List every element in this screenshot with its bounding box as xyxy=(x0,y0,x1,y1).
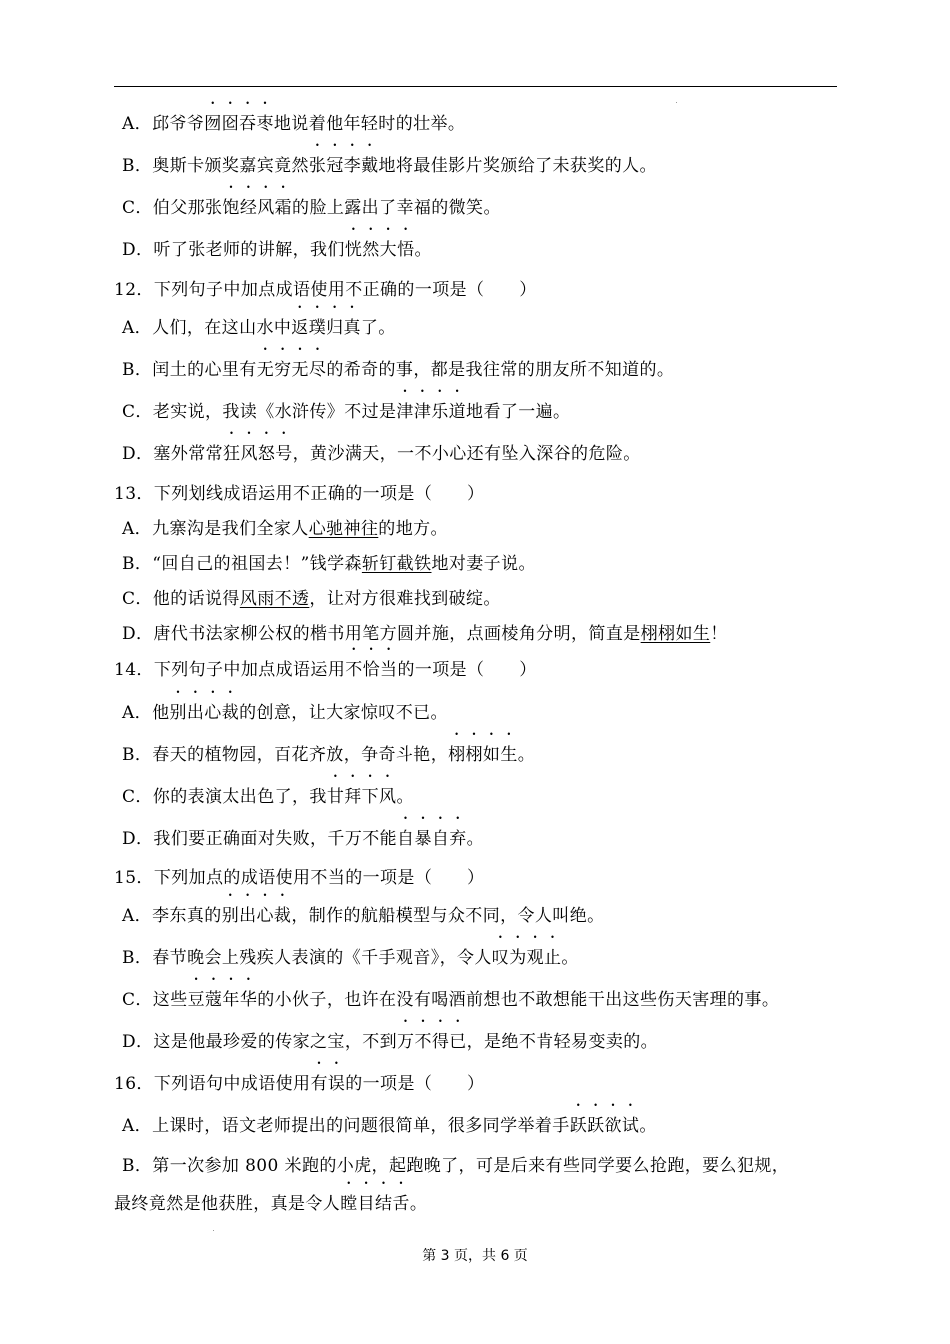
header-rule xyxy=(114,86,837,87)
scan-speck xyxy=(213,1230,214,1231)
dotted-idiom: 津津乐道 xyxy=(396,402,467,422)
q15-option-d: D．这是他最珍爱的传家之宝，不到万不得已，是绝不肯轻易变卖的。 xyxy=(122,1032,659,1052)
q16-stem: 16．下列语句中成语使用有误的一项是（ ） xyxy=(114,1074,485,1094)
dotted-idiom: 别出心裁 xyxy=(169,703,240,723)
dotted-idiom: 自暴自弃 xyxy=(397,829,467,849)
dotted-idiom: 恍然大悟 xyxy=(344,240,415,260)
dotted-word: 有误 xyxy=(310,1074,346,1094)
dotted-word: 不恰当 xyxy=(345,660,398,680)
q16-option-b-line1: B．第一次参加 800 米跑的小虎，起跑晚了，可是后来有些同学要么抢跑，要么犯规， xyxy=(122,1156,790,1176)
q14-stem: 14．下列句子中加点成语运用不恰当的一项是（ ） xyxy=(114,660,537,680)
q15-option-c: C．这些豆蔻年华的小伙子，也许在没有喝酒前想也不敢想能干出这些伤天害理的事。 xyxy=(122,990,780,1010)
scan-speck xyxy=(676,102,677,103)
q11-option-b: B．奥斯卡颁奖嘉宾竟然张冠李戴地将最佳影片奖颁给了未获奖的人。 xyxy=(122,156,657,176)
q12-stem: 12．下列句子中加点成语使用不正确的一项是（ ） xyxy=(114,280,537,300)
q11-option-a: A．邱爷爷囫囵吞枣地说着他年轻时的壮举。 xyxy=(122,114,466,134)
q14-option-c: C．你的表演太出色了，我甘拜下风。 xyxy=(122,787,414,807)
q11-option-d: D．听了张老师的讲解，我们恍然大悟。 xyxy=(122,240,432,260)
q16-option-a: A．上课时，语文老师提出的问题很简单，很多同学举着手跃跃欲试。 xyxy=(122,1116,657,1136)
q15-option-b: B．春节晚会上残疾人表演的《千手观音》，令人叹为观止。 xyxy=(122,948,579,968)
q16-option-b-line2: 最终竟然是他获胜，真是令人瞠目结舌。 xyxy=(114,1194,428,1214)
q12-option-a: A．人们，在这山水中返璞归真了。 xyxy=(122,318,396,338)
q14-option-b: B．春天的植物园，百花齐放，争奇斗艳，栩栩如生。 xyxy=(122,745,536,765)
dotted-idiom: 豆蔻年华 xyxy=(187,990,258,1010)
dotted-idiom: 甘拜下风 xyxy=(326,787,397,807)
dotted-idiom: 瞠目结舌 xyxy=(340,1194,410,1214)
dotted-idiom: 栩栩如生 xyxy=(448,745,518,765)
q14-option-d: D．我们要正确面对失败，千万不能自暴自弃。 xyxy=(122,829,485,849)
underlined-idiom: 栩栩如生 xyxy=(640,624,711,644)
dotted-idiom: 无穷无尽 xyxy=(256,360,327,380)
q13-stem: 13．下列划线成语运用不正确的一项是（ ） xyxy=(114,484,485,504)
underlined-idiom: 心驰神往 xyxy=(308,519,379,539)
dotted-idiom: 叹为观止 xyxy=(491,948,562,968)
q12-option-d: D．塞外常常狂风怒号，黄沙满天，一不小心还有坠入深谷的危险。 xyxy=(122,444,641,464)
dotted-idiom: 张冠李戴 xyxy=(308,156,379,176)
q15-option-a: A．李东真的别出心裁，制作的航船模型与众不同，令人叫绝。 xyxy=(122,906,605,926)
q15-stem: 15．下列加点的成语使用不当的一项是（ ） xyxy=(114,868,485,888)
q12-option-b: B．闰土的心里有无穷无尽的希奇的事，都是我往常的朋友所不知道的。 xyxy=(122,360,675,380)
dotted-idiom: 饱经风霜 xyxy=(222,198,293,218)
q13-option-c: C．他的话说得风雨不透，让对方很难找到破绽。 xyxy=(122,589,501,609)
dotted-idiom: 狂风怒号 xyxy=(223,444,293,464)
dotted-idiom: 别出心裁 xyxy=(221,906,292,926)
dotted-idiom: 跃跃欲试 xyxy=(569,1116,640,1136)
dotted-idiom: 返璞归真 xyxy=(291,318,361,338)
underlined-idiom: 风雨不透 xyxy=(239,589,310,609)
page-footer: 第 3 页，共 6 页 xyxy=(422,1248,528,1264)
dotted-idiom: 万不得已 xyxy=(397,1032,467,1052)
q11-option-c: C．伯父那张饱经风霜的脸上露出了幸福的微笑。 xyxy=(122,198,501,218)
q13-option-d: D．唐代书法家柳公权的楷书用笔方圆并施，点画棱角分明，简直是栩栩如生！ xyxy=(122,624,728,644)
q13-option-b: B．“回自己的祖国去！”钱学森斩钉截铁地对妻子说。 xyxy=(122,554,536,574)
q14-option-a: A．他别出心裁的创意，让大家惊叹不已。 xyxy=(122,703,448,723)
dotted-idiom: 囫囵吞枣 xyxy=(204,114,274,134)
q12-option-c: C．老实说，我读《水浒传》不过是津津乐道地看了一遍。 xyxy=(122,402,571,422)
q13-option-a: A．九寨沟是我们全家人心驰神往的地方。 xyxy=(122,519,448,539)
underlined-idiom: 斩钉截铁 xyxy=(361,554,432,574)
